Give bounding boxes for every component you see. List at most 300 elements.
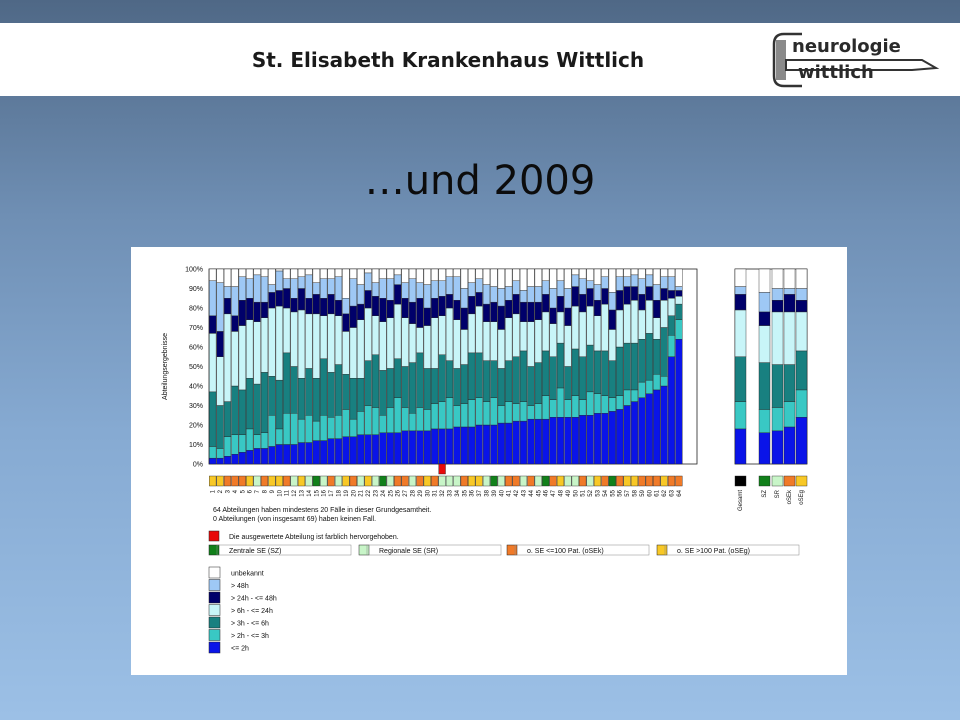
bar-segment — [209, 446, 216, 458]
department-type-cell — [602, 476, 609, 486]
bar-segment — [542, 281, 549, 295]
summary-bar-segment — [759, 409, 770, 432]
legend-series-swatch — [209, 580, 220, 591]
bar-segment — [572, 287, 579, 307]
bar-segment — [387, 279, 394, 300]
bar-segment — [468, 314, 475, 353]
summary-bar-segment — [735, 269, 746, 287]
department-type-cell — [328, 476, 335, 486]
bar-segment — [609, 411, 616, 464]
bar-segment — [261, 318, 268, 373]
y-tick-label: 20% — [188, 422, 203, 430]
bar-segment — [306, 415, 313, 442]
bar-segment — [409, 269, 416, 279]
legend-highlight-swatch — [209, 531, 219, 541]
summary-bar-segment — [759, 363, 770, 410]
bar-segment — [624, 390, 631, 406]
bar-segment — [217, 269, 224, 283]
bar-segment — [335, 439, 342, 464]
bar-segment — [424, 285, 431, 308]
x-tick-label: 59 — [639, 490, 646, 497]
x-tick-label: 29 — [417, 490, 424, 497]
y-tick-label: 40% — [188, 383, 203, 391]
bar-segment — [520, 421, 527, 464]
bar-segment — [298, 443, 305, 464]
department-type-cell — [653, 476, 660, 486]
bar-segment — [535, 363, 542, 404]
bar-segment — [609, 269, 616, 292]
bar-segment — [461, 308, 468, 329]
bar-segment — [387, 407, 394, 432]
bar-segment — [535, 320, 542, 363]
x-tick-label: 61 — [654, 490, 661, 497]
bar-segment — [646, 300, 653, 333]
bar-segment — [483, 304, 490, 322]
bar-segment — [520, 402, 527, 422]
bar-segment — [631, 300, 638, 343]
department-type-cell — [461, 476, 468, 486]
summary-bar-segment — [796, 289, 807, 301]
bar-segment — [624, 406, 631, 465]
bar-segment — [239, 300, 246, 325]
summary-bar-segment — [759, 292, 770, 312]
bar-segment — [269, 376, 276, 415]
x-tick-label: 15 — [314, 490, 321, 497]
bar-segment — [394, 433, 401, 464]
bar-segment — [594, 351, 601, 394]
bar-segment — [587, 345, 594, 392]
department-type-cell — [261, 476, 268, 486]
bar-segment — [387, 318, 394, 369]
bar-segment — [476, 353, 483, 398]
bar-segment — [454, 277, 461, 300]
bar-segment — [528, 287, 535, 303]
bar-segment — [535, 404, 542, 420]
bar-segment — [676, 269, 683, 287]
bar-segment — [298, 419, 305, 442]
y-tick-label: 100% — [185, 266, 203, 274]
bar-segment — [476, 306, 483, 353]
department-type-cell — [387, 476, 394, 486]
bar-segment — [439, 429, 446, 464]
bar-segment — [217, 331, 224, 356]
bar-segment — [350, 306, 357, 327]
bar-segment — [616, 310, 623, 347]
bar-segment — [616, 347, 623, 396]
bar-segment — [246, 279, 253, 299]
x-tick-label: 44 — [528, 490, 535, 497]
bar-segment — [639, 279, 646, 295]
bar-segment — [587, 306, 594, 345]
x-tick-label: 14 — [306, 490, 313, 497]
bar-segment — [224, 269, 231, 287]
department-type-cell — [335, 476, 342, 486]
summary-bar-segment — [784, 294, 795, 312]
bar-segment — [639, 294, 646, 310]
bar-segment — [328, 294, 335, 314]
bar-segment — [394, 304, 401, 359]
summary-bar-segment — [772, 312, 783, 365]
department-type-cell — [579, 476, 586, 486]
bar-segment — [602, 304, 609, 351]
summary-type-cell — [784, 476, 795, 486]
department-type-cell — [350, 476, 357, 486]
legend-type-swatch — [359, 545, 369, 555]
bar-segment — [276, 445, 283, 465]
bar-segment — [269, 308, 276, 376]
legend-type-swatch — [209, 545, 219, 555]
bar-segment — [298, 378, 305, 419]
bar-segment — [505, 318, 512, 361]
bar-segment — [394, 359, 401, 398]
bar-segment — [306, 298, 313, 314]
bar-segment — [498, 306, 505, 329]
bar-segment — [483, 361, 490, 402]
bar-segment — [535, 302, 542, 320]
bar-segment — [594, 413, 601, 464]
legend-series-label: unbekannt — [231, 570, 264, 578]
legend-type-label: Zentrale SE (SZ) — [229, 548, 282, 555]
department-type-cell — [254, 476, 261, 486]
bar-segment — [417, 269, 424, 283]
department-type-cell — [505, 476, 512, 486]
bar-segment — [431, 318, 438, 369]
bar-segment — [646, 333, 653, 380]
x-tick-label: 27 — [403, 490, 410, 497]
x-tick-label: 33 — [447, 490, 454, 497]
bar-segment — [298, 310, 305, 378]
bar-segment — [343, 298, 350, 314]
bar-segment — [483, 425, 490, 464]
x-tick-label: 2 — [218, 490, 225, 494]
x-tick-label: 35 — [462, 490, 469, 497]
summary-bar-segment — [735, 294, 746, 310]
bar-segment — [668, 357, 675, 464]
y-tick-label: 90% — [188, 286, 203, 293]
bar-segment — [631, 343, 638, 390]
bar-segment — [283, 269, 290, 279]
bar-segment — [513, 269, 520, 281]
bar-segment — [461, 289, 468, 309]
bar-segment — [424, 431, 431, 464]
department-type-cell — [513, 476, 520, 486]
bar-segment — [254, 275, 261, 302]
bar-segment — [313, 294, 320, 314]
bar-segment — [417, 407, 424, 430]
bar-segment — [653, 339, 660, 374]
bar-segment — [579, 279, 586, 295]
bar-segment — [505, 287, 512, 301]
bar-segment — [409, 431, 416, 464]
x-tick-label: 53 — [595, 490, 602, 497]
bar-segment — [254, 322, 261, 384]
bar-segment — [446, 398, 453, 429]
bar-segment — [328, 279, 335, 295]
bar-segment — [602, 289, 609, 305]
bar-segment — [291, 312, 298, 367]
bar-segment — [394, 398, 401, 433]
bar-segment — [239, 269, 246, 277]
bar-segment — [676, 290, 683, 296]
bar-segment — [439, 402, 446, 429]
bar-segment — [483, 322, 490, 361]
bar-segment — [298, 269, 305, 277]
bar-segment — [572, 349, 579, 396]
bar-segment — [402, 367, 409, 408]
bar-segment — [350, 328, 357, 379]
bar-segment — [676, 287, 683, 291]
bar-segment — [320, 269, 327, 279]
bar-segment — [261, 372, 268, 432]
bar-segment — [328, 269, 335, 279]
department-type-cell — [668, 476, 675, 486]
bar-segment — [291, 413, 298, 444]
bar-segment — [306, 368, 313, 415]
bar-segment — [498, 269, 505, 289]
y-tick-label: 80% — [188, 305, 203, 313]
bar-segment — [602, 277, 609, 289]
legend-series-swatch — [209, 567, 220, 578]
bar-segment — [624, 304, 631, 343]
bar-segment — [468, 353, 475, 400]
bar-segment — [320, 279, 327, 299]
bar-segment — [409, 324, 416, 363]
bar-segment — [446, 269, 453, 277]
bar-segment — [454, 269, 461, 277]
legend-series-label: > 3h - <= 6h — [231, 620, 269, 628]
bar-segment — [276, 290, 283, 306]
bar-segment — [505, 300, 512, 318]
bar-segment — [269, 415, 276, 446]
bar-segment — [661, 386, 668, 464]
bar-segment — [616, 290, 623, 310]
bar-segment — [402, 318, 409, 367]
slide-title: …und 2009 — [364, 158, 596, 204]
bar-segment — [498, 368, 505, 405]
bar-segment — [498, 406, 505, 424]
x-tick-label: 31 — [432, 490, 439, 497]
bar-segment — [594, 269, 601, 285]
department-type-cell — [676, 476, 683, 486]
department-type-cell — [394, 476, 401, 486]
bar-segment — [283, 308, 290, 353]
x-tick-label: 62 — [662, 490, 669, 497]
x-tick-label: 38 — [484, 490, 491, 497]
bar-segment — [335, 415, 342, 438]
department-type-cell — [609, 476, 616, 486]
bar-segment — [224, 314, 231, 402]
bar-segment — [454, 427, 461, 464]
x-tick-label: 56 — [617, 490, 624, 497]
bar-segment — [565, 269, 572, 289]
summary-type-cell — [796, 476, 807, 486]
bar-segment — [535, 287, 542, 303]
department-type-cell — [565, 476, 572, 486]
bar-segment — [653, 300, 660, 318]
bar-segment — [542, 269, 549, 281]
bar-segment — [424, 308, 431, 326]
bar-segment — [528, 419, 535, 464]
bar-segment — [365, 269, 372, 273]
summary-bar-segment — [772, 289, 783, 301]
department-type-cell — [572, 476, 579, 486]
bar-segment — [335, 316, 342, 365]
bar-segment — [313, 269, 320, 283]
bar-segment — [343, 374, 350, 409]
x-tick-label: 3 — [225, 490, 232, 494]
bar-segment — [550, 324, 557, 357]
bar-segment — [343, 409, 350, 436]
bar-segment — [587, 269, 594, 281]
neurologie-wittlich-logo — [772, 30, 940, 90]
summary-bar-segment — [784, 269, 795, 289]
bar-segment — [513, 421, 520, 464]
bar-segment — [579, 312, 586, 357]
bar-segment — [387, 433, 394, 464]
bar-segment — [372, 296, 379, 316]
bar-segment — [491, 269, 498, 287]
bar-segment — [550, 417, 557, 464]
bar-segment — [631, 402, 638, 464]
bar-segment — [217, 458, 224, 464]
bar-segment — [335, 277, 342, 300]
department-type-cell — [491, 476, 498, 486]
x-tick-label: 42 — [514, 490, 521, 497]
bar-segment — [357, 320, 364, 379]
summary-bar-segment — [759, 269, 770, 292]
bar-segment — [335, 300, 342, 316]
bar-segment — [557, 312, 564, 343]
bar-segment — [246, 378, 253, 429]
x-tick-label: 49 — [565, 490, 572, 497]
summary-bar-segment — [796, 300, 807, 312]
bar-segment — [394, 285, 401, 305]
bar-segment — [291, 269, 298, 279]
x-tick-label: 19 — [343, 490, 350, 497]
bar-segment — [224, 456, 231, 464]
x-tick-label: 20 — [351, 490, 358, 497]
x-tick-label: 24 — [380, 490, 387, 497]
bar-segment — [232, 454, 239, 464]
summary-bar-segment — [735, 357, 746, 402]
legend-series-swatch — [209, 642, 220, 653]
bar-segment — [624, 277, 631, 287]
bar-segment — [387, 269, 394, 279]
department-type-cell — [298, 476, 305, 486]
bar-segment — [572, 396, 579, 417]
summary-bar-segment — [784, 289, 795, 295]
x-tick-label: 12 — [292, 490, 299, 497]
bar-segment — [232, 435, 239, 455]
bar-segment — [505, 269, 512, 287]
bar-segment — [653, 285, 660, 301]
bar-segment — [668, 335, 675, 356]
x-tick-label: 50 — [573, 490, 580, 497]
bar-segment — [535, 269, 542, 287]
bar-segment — [402, 298, 409, 318]
summary-bar-segment — [796, 312, 807, 351]
bar-segment — [209, 269, 216, 281]
bar-segment — [343, 314, 350, 332]
bar-segment — [380, 269, 387, 279]
bar-segment — [232, 386, 239, 435]
department-type-cell — [224, 476, 231, 486]
bar-segment — [557, 281, 564, 297]
bar-segment — [572, 269, 579, 275]
bar-segment — [409, 413, 416, 431]
bar-segment — [468, 427, 475, 464]
department-type-cell — [535, 476, 542, 486]
bar-segment — [402, 407, 409, 430]
summary-bar-segment — [796, 417, 807, 464]
bar-segment — [491, 398, 498, 425]
x-tick-label: 7 — [255, 490, 262, 494]
y-axis-label: Abteilungsergebnisse — [162, 333, 169, 400]
bar-segment — [594, 316, 601, 351]
bar-segment — [476, 425, 483, 464]
y-tick-label: 70% — [188, 325, 203, 332]
bar-segment — [365, 361, 372, 406]
summary-bar-segment — [759, 312, 770, 326]
bar-segment — [306, 269, 313, 275]
bar-segment — [446, 277, 453, 295]
bar-segment — [513, 357, 520, 404]
department-type-cell — [446, 476, 453, 486]
bar-segment — [246, 298, 253, 319]
department-type-cell — [217, 476, 224, 486]
bar-segment — [357, 285, 364, 305]
chart-panel — [131, 247, 847, 675]
bar-segment — [372, 435, 379, 464]
summary-type-cell — [735, 476, 746, 486]
x-tick-label: 52 — [588, 490, 595, 497]
bar-segment — [631, 275, 638, 287]
bar-segment — [291, 279, 298, 299]
summary-bar-segment — [759, 326, 770, 363]
department-type-cell — [276, 476, 283, 486]
bar-segment — [394, 275, 401, 285]
x-tick-label: 25 — [388, 490, 395, 497]
bar-segment — [498, 289, 505, 307]
bar-segment — [431, 404, 438, 429]
bar-segment — [520, 290, 527, 302]
bar-segment — [350, 378, 357, 419]
bar-segment — [639, 398, 646, 464]
bar-segment — [402, 269, 409, 283]
summary-bar-segment — [796, 390, 807, 417]
bar-segment — [431, 429, 438, 464]
legend-series-swatch — [209, 605, 220, 616]
x-tick-label: 18 — [336, 490, 343, 497]
department-type-cell — [409, 476, 416, 486]
summary-bar-segment — [759, 433, 770, 464]
bar-segment — [491, 361, 498, 398]
bar-segment — [372, 283, 379, 297]
bar-segment — [661, 328, 668, 377]
bar-segment — [424, 269, 431, 285]
bar-segment — [602, 396, 609, 414]
bar-segment — [661, 376, 668, 386]
department-type-cell — [454, 476, 461, 486]
x-tick-label: 55 — [610, 490, 617, 497]
bar-segment — [291, 367, 298, 414]
department-type-cell — [283, 476, 290, 486]
bar-segment — [639, 339, 646, 382]
bar-segment — [246, 269, 253, 279]
bar-segment — [357, 269, 364, 285]
bar-segment — [557, 417, 564, 464]
bar-segment — [594, 394, 601, 414]
